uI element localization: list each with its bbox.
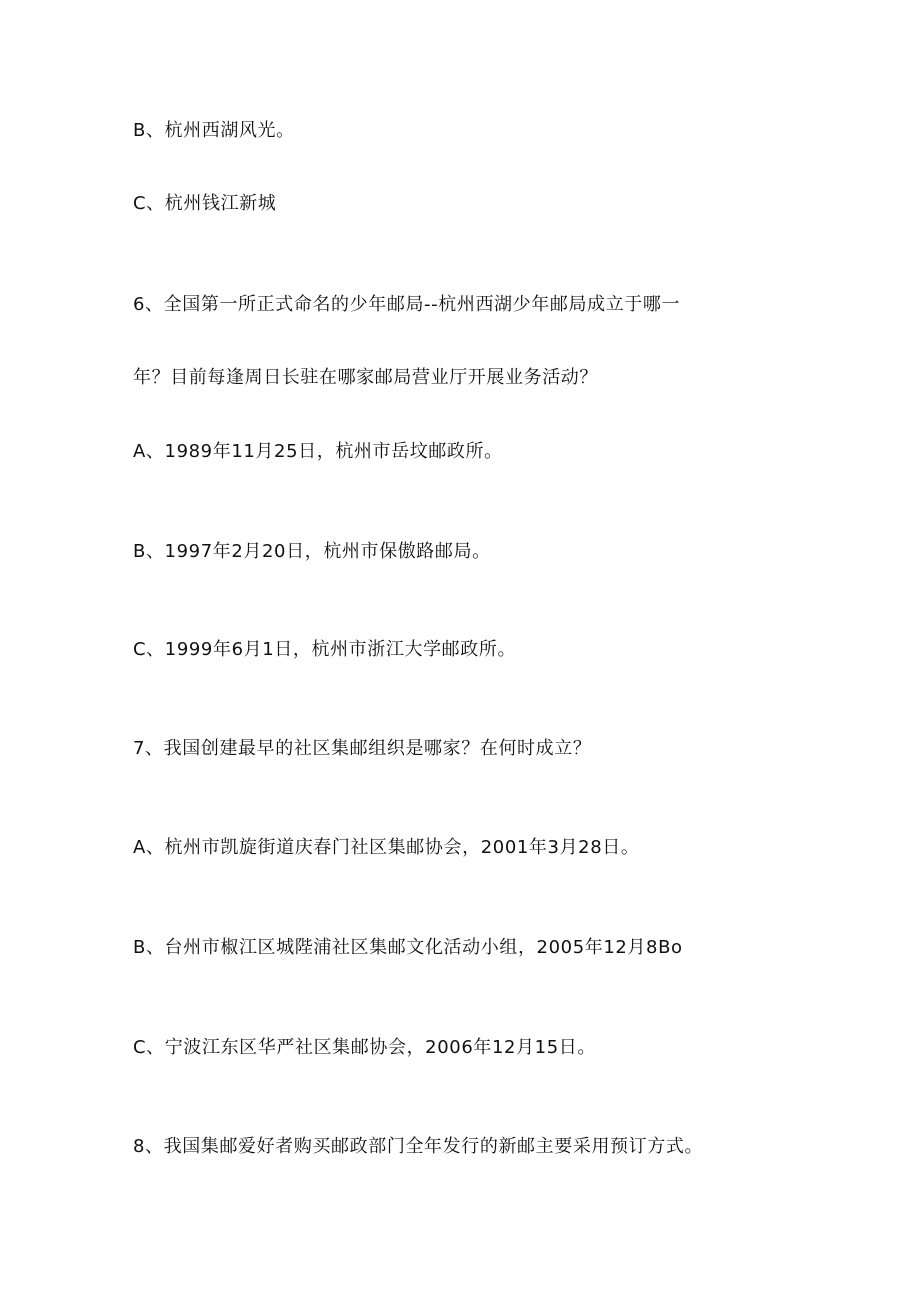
option-5b: B、杭州西湖风光。 xyxy=(133,120,295,141)
option-5c: C、杭州钱江新城 xyxy=(133,193,277,214)
option-7a: A、杭州市凯旋街道庆春门社区集邮协会，2001年3月28日。 xyxy=(133,837,640,858)
question-6-line-1: 6、全国第一所正式命名的少年邮局--杭州西湖少年邮局成立于哪一 xyxy=(133,294,681,315)
question-7: 7、我国创建最早的社区集邮组织是哪家？在何时成立？ xyxy=(133,738,592,759)
option-6b: B、1997年2月20日，杭州市保傲路邮局。 xyxy=(133,541,491,562)
option-6a: A、1989年11月25日，杭州市岳坟邮政所。 xyxy=(133,441,503,462)
option-7c: C、宁波江东区华严社区集邮协会，2006年12月15日。 xyxy=(133,1037,596,1058)
question-6-line-2: 年？目前每逢周日长驻在哪家邮局营业厅开展业务活动？ xyxy=(133,367,598,388)
question-8: 8、我国集邮爱好者购买邮政部门全年发行的新邮主要采用预订方式。 xyxy=(133,1136,704,1157)
option-6c: C、1999年6月1日，杭州市浙江大学邮政所。 xyxy=(133,639,517,660)
option-7b: B、台州市椒江区城陛浦社区集邮文化活动小组，2005年12月8Bo xyxy=(133,937,683,958)
